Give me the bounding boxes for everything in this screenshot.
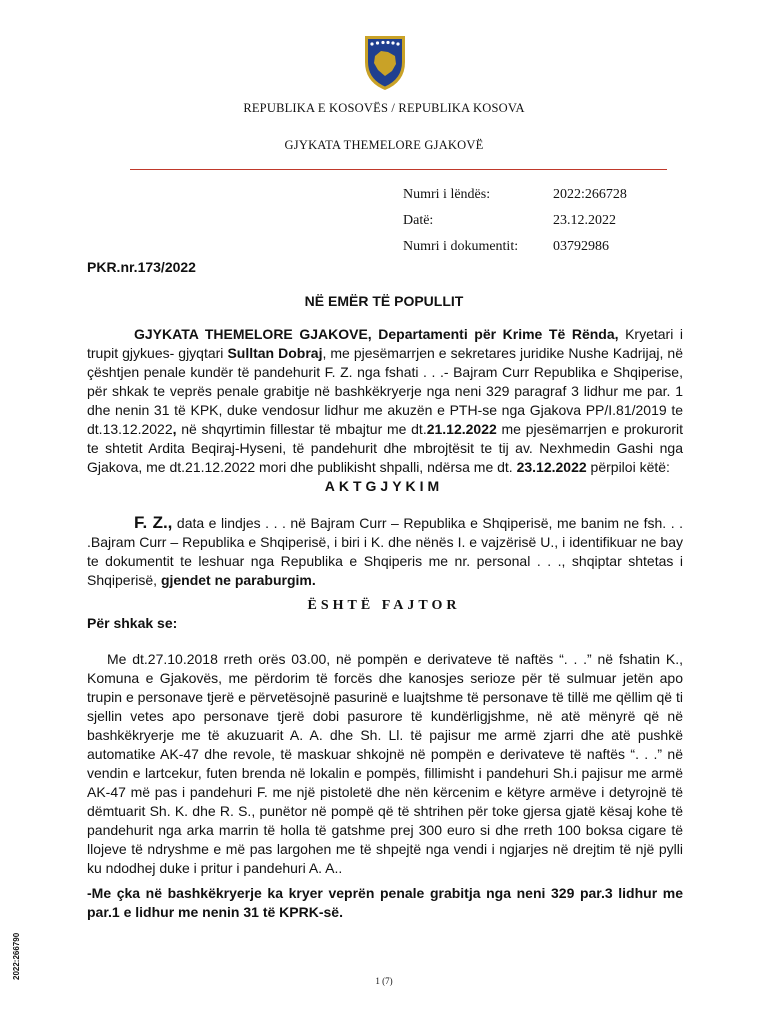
facts-paragraph: Me dt.27.10.2018 rreth orës 03.00, në pompën e derivateve të naftës “. . .” në fshatin K., Komuna e Gjakovës, me përdorim të forcës dhe kanosjes serioze për të sulmuar jetën apo trupin e personave tjerë e përvetësojnë pasurinë e luajtshme të personave të tillë me qëllim që ti sjellin vetes apo personave tjerë dobi pasurore të kundërligjshme, në atë mënyrë që në bashkëkryerje me të akuzuarit A. A. dhe Sh. Ll. të pajisur me armë zjarri dhe atë pushkë automatike AK-47 dhe revole, të maskuar shkojnë në pompën e derivateve të naftës “. . .” në vendin e lartcekur, futen brenda në lokalin e pompës, fillimisht i pandehuri Sh.i pajisur me armë AK-47 më pas i pandehuri F. me një pistoletë dhe nën kërcenim e këtyre armëve i detyrojnë të dëmtuarit Sh. K. dhe R. S., punëtor në pompë që të shtrihen për toke gjersa gjatë kësaj kohe të pandehurit nga arka marrin të holla të gatshme prej 300 euro si dhe rreth 100 boksa cigare të llojeve të ndryshme e më pas largohen me të shpejtë nga vendi i ngjarjes në drejtim të një pylli ku ndodhej duke i pritur i pandehuri A. A..	[87, 651, 683, 876]
meta-value: 03792986	[553, 239, 609, 254]
detention-status: gjendet ne paraburgim.	[160, 572, 316, 588]
intro-paragraph: GJYKATA THEMELORE GJAKOVE, Departamenti për Krime Të Rënda, Kryetari i trupit gjykues- gjyqtari Sulltan Dobraj, me pjesëmarrjen e sekretares juridike Nushe Kadrijaj, në çështjen penale kundër të pandehurit F. Z. nga fshati . . .- Bajram Curr Republika e Shqiperise, për shkak te veprës penale grabitje në bashkëkryerje nga neni 329 paragraf 3 lidhur me par. 1 dhe nenin 31 të KPK, duke vendosur lidhur me akuzën e PTH-se nga Gjakova PP/I.81/2019 te dt.13.12.2022, në shqyrtimin fillestar të mbajtur me dt.21.12.2022 me pjesëmarrjen e prokurorit te shtetit Ardita Beqiraj-Hyseni, të pandehurit dhe mbrojtësit te tij av. Nexhmedin Gashi nga Gjakova, me dt.21.12.2022 mori dhe publikisht shpalli, ndërsa me dt. 23.12.2022 përpiloi këtë:	[87, 326, 684, 475]
because-heading: Për shkak se:	[87, 615, 178, 631]
meta-label: Numri i lëndës:	[403, 187, 491, 202]
republic-header: REPUBLIKA E KOSOVËS / REPUBLIKA KOSOVA	[243, 101, 525, 115]
offense-paragraph: -Me çka në bashkëkryerje ka kryer veprën penale grabitja nga neni 329 par.3 lidhur me par.1 e lidhur me nenin 31 të KPRK-së.	[87, 885, 683, 920]
meta-label: Numri i dokumentit:	[403, 239, 519, 254]
judge-name: Sulltan Dobraj	[227, 345, 323, 361]
kosovo-coat-of-arms-icon	[361, 32, 409, 92]
meta-label: Datë:	[403, 213, 434, 228]
defendant-name: F. Z.,	[134, 513, 173, 532]
meta-row-date	[403, 208, 627, 234]
guilty-heading: ËSHTË FAJTOR	[307, 598, 461, 613]
defendant-paragraph: F. Z., data e lindjes . . . në Bajram Curr – Republika e Shqiperisë, me banim ne fsh. . . .Bajram Curr – Republika e Shqiperisë, i biri i K. dhe nënës I. e vajzërisë U., i identifikuar ne bay te dokumentit te leshuar nga Republika e Shqiperis me nr. personal . . ., shqiptar shtetas i Shqiperisë, gjendet ne paraburgim.	[87, 513, 683, 588]
compiled-date: 23.12.2022	[516, 459, 587, 475]
court-department: GJYKATA THEMELORE GJAKOVE, Departamenti për Krime Të Rënda,	[134, 326, 619, 342]
document-title: NË EMËR TË POPULLIT	[304, 293, 464, 309]
verdict-heading: AKTGJYKIM	[324, 478, 444, 494]
case-metadata	[403, 182, 627, 260]
court-header: GJYKATA THEMELORE GJAKOVË	[284, 138, 484, 152]
meta-row-case-number	[403, 182, 627, 208]
header-divider	[130, 169, 667, 170]
meta-value: 23.12.2022	[553, 213, 616, 228]
side-case-code: 2022:266790	[12, 932, 21, 980]
meta-row-document-number	[403, 234, 627, 260]
page-number: 1 (7)	[375, 976, 393, 986]
hearing-date: 21.12.2022	[426, 421, 497, 437]
case-reference: PKR.nr.173/2022	[87, 259, 196, 275]
meta-value: 2022:266728	[553, 187, 627, 202]
